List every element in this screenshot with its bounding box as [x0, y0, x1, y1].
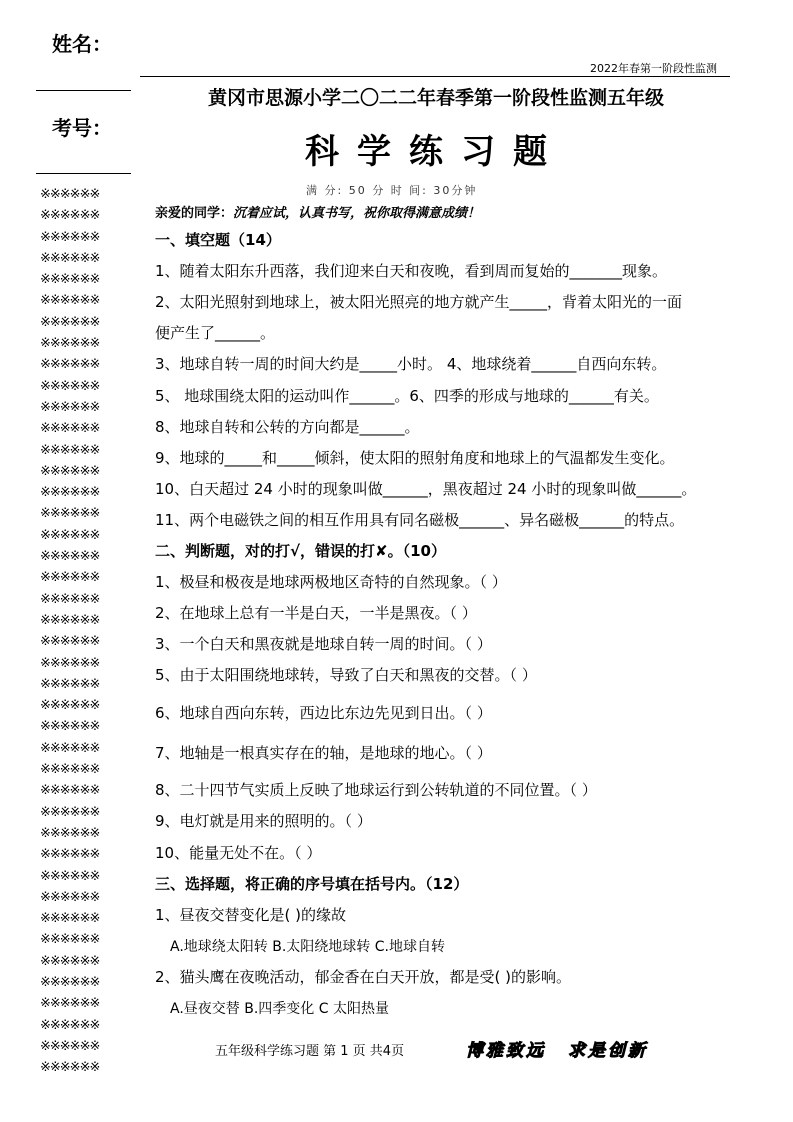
fill-question: 5、 地球围绕太阳的运动叫作______。6、四季的形成与地球的______有关。: [155, 387, 659, 405]
section-1-title: 一、填空题（14）: [155, 231, 281, 249]
judge-question: 10、能量无处不在。（ ）: [155, 844, 322, 862]
exam-number-label: 考号：: [52, 116, 112, 140]
greeting-text: 沉着应试，认真书写，祝你取得满意成绩！: [233, 206, 481, 221]
seal-line-row: ※※※※※※: [40, 293, 100, 309]
header-rule: [140, 76, 730, 77]
seal-line-row: ※※※※※※: [40, 825, 100, 841]
judge-question: 1、极昼和极夜是地球两极地区奇特的自然现象。（ ）: [155, 573, 507, 591]
seal-line-row: ※※※※※※: [40, 378, 100, 394]
seal-line-row: ※※※※※※: [40, 868, 100, 884]
section-3-title: 三、选择题，将正确的序号填在括号内。（12）: [155, 875, 469, 893]
seal-line-row: ※※※※※※: [40, 698, 100, 714]
seal-line-row: ※※※※※※: [40, 974, 100, 990]
seal-line-row: ※※※※※※: [40, 357, 100, 373]
judge-question: 7、地轴是一根真实存在的轴，是地球的地心。（ ）: [155, 744, 492, 762]
judge-question: 5、由于太阳围绕地球转，导致了白天和黑夜的交替。（ ）: [155, 666, 537, 684]
choice-question-2: 2、猫头鹰在夜晚活动，郁金香在白天开放，都是受( )的影响。: [155, 968, 572, 986]
seal-line-row: ※※※※※※: [40, 932, 100, 948]
exam-number-underline: [36, 173, 131, 174]
seal-line-row: ※※※※※※: [40, 740, 100, 756]
greeting: [155, 202, 480, 221]
seal-line-row: ※※※※※※: [40, 421, 100, 437]
fill-question: 9、地球的_____和_____倾斜，使太阳的照射角度和地球上的气温都发生变化。: [155, 449, 675, 467]
school-title: 黄冈市思源小学二〇二二年春季第一阶段性监测五年级: [207, 87, 664, 109]
header-tag: 2022年春第一阶段性监测: [590, 62, 717, 75]
seal-line-row: ※※※※※※: [40, 314, 100, 330]
seal-line-row: ※※※※※※: [40, 847, 100, 863]
seal-line-row: ※※※※※※: [40, 570, 100, 586]
fill-question: 2、太阳光照射到地球上，被太阳光照亮的地方就产生_____，背着太阳光的一面: [155, 293, 683, 311]
judge-question: 8、二十四节气实质上反映了地球运行到公转轨道的不同位置。（ ）: [155, 781, 597, 799]
section-2-title: 二、判断题，对的打√，错误的打✘。（10）: [155, 542, 446, 560]
page-title: 科学练习题: [305, 132, 565, 172]
seal-line-row: ※※※※※※: [40, 591, 100, 607]
seal-line-row: ※※※※※※: [40, 250, 100, 266]
seal-line-row: ※※※※※※: [40, 911, 100, 927]
seal-line-row: ※※※※※※: [40, 676, 100, 692]
seal-line-row: ※※※※※※: [40, 527, 100, 543]
judge-question: 9、电灯就是用来的照明的。（ ）: [155, 812, 372, 830]
fill-question: 11、两个电磁铁之间的相互作用具有同名磁极______、异名磁极______的特点。: [155, 511, 685, 529]
seal-line-row: ※※※※※※: [40, 1017, 100, 1033]
seal-line-row: ※※※※※※: [40, 1038, 100, 1054]
seal-line-row: ※※※※※※: [40, 485, 100, 501]
choice-options-2: A.昼夜交替 B.四季变化 C 太阳热量: [170, 1001, 389, 1017]
seal-line-row: ※※※※※※: [40, 762, 100, 778]
judge-question: 6、地球自西向东转，西边比东边先见到日出。（ ）: [155, 704, 492, 722]
seal-line-row: ※※※※※※: [40, 889, 100, 905]
seal-line-row: ※※※※※※: [40, 463, 100, 479]
fill-question: 8、地球自转和公转的方向都是______。: [155, 418, 420, 436]
seal-line-row: ※※※※※※: [40, 229, 100, 245]
fill-question: 10、白天超过 24 小时的现象叫做______，黑夜超过 24 小时的现象叫做______。: [155, 480, 697, 498]
name-underline: [36, 90, 131, 91]
seal-line-row: ※※※※※※: [40, 783, 100, 799]
seal-line-column: [40, 184, 132, 1078]
motto-2: 求是创新: [568, 1041, 648, 1061]
seal-line-row: ※※※※※※: [40, 272, 100, 288]
judge-question: 3、一个白天和黑夜就是地球自转一周的时间。（ ）: [155, 635, 492, 653]
greeting-label: 亲爱的同学：: [155, 206, 234, 221]
score-time-line: 满 分: 50 分 时 间: 30分钟: [306, 184, 478, 197]
seal-line-row: ※※※※※※: [40, 187, 100, 202]
seal-line-row: ※※※※※※: [40, 719, 100, 735]
seal-line-row: ※※※※※※: [40, 506, 100, 522]
choice-options-1: A.地球绕太阳转 B.太阳绕地球转 C.地球自转: [170, 939, 445, 955]
seal-line-row: ※※※※※※: [40, 208, 100, 224]
seal-line-row: ※※※※※※: [40, 804, 100, 820]
seal-line-row: ※※※※※※: [40, 612, 100, 628]
seal-line-row: ※※※※※※: [40, 442, 100, 458]
fill-question: 便产生了______。: [155, 324, 276, 342]
fill-question: 3、地球自转一周的时间大约是_____小时。 4、地球绕着______自西向东转。: [155, 355, 667, 373]
fill-question: 1、随着太阳东升西落，我们迎来白天和夜晚，看到周而复始的_______现象。: [155, 262, 668, 280]
seal-line-row: ※※※※※※: [40, 953, 100, 969]
seal-line-row: ※※※※※※: [40, 655, 100, 671]
judge-question: 2、在地球上总有一半是白天，一半是黑夜。（ ）: [155, 604, 477, 622]
seal-line-row: ※※※※※※: [40, 996, 100, 1012]
seal-line-row: ※※※※※※: [40, 336, 100, 352]
seal-line-row: ※※※※※※: [40, 1060, 100, 1076]
page-footer: 五年级科学练习题 第 1 页 共4页: [215, 1044, 405, 1059]
seal-line-row: ※※※※※※: [40, 549, 100, 565]
seal-line-row: ※※※※※※: [40, 399, 100, 415]
name-label: 姓名：: [52, 32, 112, 56]
choice-question-1: 1、昼夜交替变化是( )的缘故: [155, 906, 347, 924]
seal-line-row: ※※※※※※: [40, 634, 100, 650]
motto-1: 博雅致远: [466, 1041, 546, 1061]
